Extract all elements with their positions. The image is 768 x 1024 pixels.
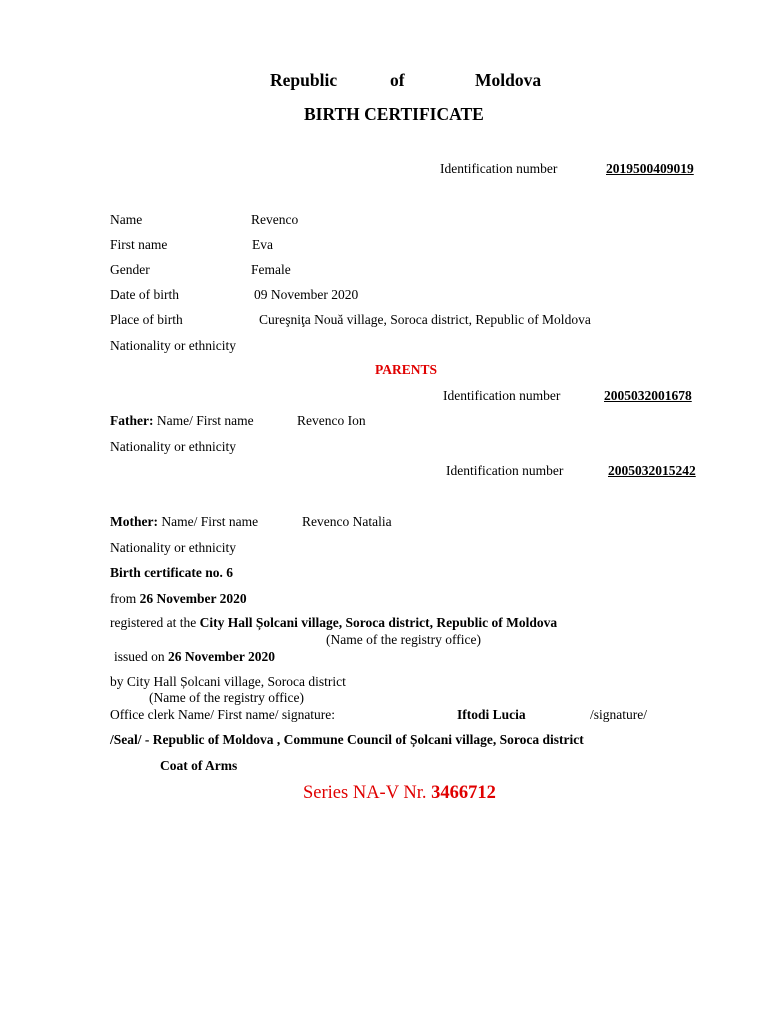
parents-heading: PARENTS xyxy=(375,362,438,377)
registered-line xyxy=(110,615,557,631)
first-name-label: First name xyxy=(110,237,168,252)
country-word-moldova: Moldova xyxy=(475,70,542,90)
pob-label: Place of birth xyxy=(110,312,183,327)
mother-nationality-label: Nationality or ethnicity xyxy=(110,540,236,555)
seal-text: /Seal/ - Republic of Moldova , Commune Council of Șolcani village, Soroca district xyxy=(110,732,584,747)
country-word-of: of xyxy=(390,70,405,90)
mother-row xyxy=(110,514,258,530)
registered-prefix: registered at the xyxy=(110,615,197,630)
coat-of-arms: Coat of Arms xyxy=(160,758,238,773)
registered-office-caption: (Name of the registry office) xyxy=(326,632,481,647)
father-id-label: Identification number xyxy=(443,388,561,403)
series-prefix: Series NA-V Nr. xyxy=(303,783,427,803)
mother-label: Mother: xyxy=(110,514,158,529)
father-row xyxy=(110,413,254,429)
issued-line xyxy=(114,649,275,665)
from-prefix: from xyxy=(110,591,137,606)
pob-value: Cureşniţa Nouă village, Soroca district, Republic of Moldova xyxy=(259,312,591,327)
name-label: Name xyxy=(110,212,143,227)
gender-label: Gender xyxy=(110,262,150,277)
series-line xyxy=(303,783,496,804)
name-value: Revenco xyxy=(251,212,299,227)
country-word-republic: Republic xyxy=(270,70,338,90)
father-name-label: Name/ First name xyxy=(156,413,254,428)
child-nationality-label: Nationality or ethnicity xyxy=(110,338,236,353)
mother-name-value: Revenco Natalia xyxy=(302,514,392,529)
father-nationality-label: Nationality or ethnicity xyxy=(110,439,236,454)
birth-certificate-number: Birth certificate no. 6 xyxy=(110,565,233,580)
child-id-label: Identification number xyxy=(440,161,558,176)
father-name-value: Revenco Ion xyxy=(297,413,366,428)
mother-name-label: Name/ First name xyxy=(161,514,259,529)
clerk-name: Iftodi Lucia xyxy=(457,707,526,722)
dob-label: Date of birth xyxy=(110,287,179,302)
first-name-value: Eva xyxy=(252,237,273,252)
registered-office: City Hall Șolcani village, Soroca district, Republic of Moldova xyxy=(199,615,558,630)
issued-by: by City Hall Șolcani village, Soroca district xyxy=(110,674,346,689)
mother-id-value: 2005032015242 xyxy=(608,463,696,478)
dob-value: 09 November 2020 xyxy=(254,287,359,302)
mother-id-label: Identification number xyxy=(446,463,564,478)
from-date: 26 November 2020 xyxy=(139,591,247,606)
child-id-value: 2019500409019 xyxy=(606,161,694,176)
clerk-signature: /signature/ xyxy=(590,707,647,722)
series-number: 3466712 xyxy=(431,783,496,803)
clerk-label: Office clerk Name/ First name/ signature: xyxy=(110,707,336,722)
from-date-line xyxy=(110,591,247,607)
document-title: BIRTH CERTIFICATE xyxy=(304,104,484,124)
father-id-value: 2005032001678 xyxy=(604,388,692,403)
issued-prefix: issued on xyxy=(114,649,165,664)
issued-date: 26 November 2020 xyxy=(168,649,275,664)
gender-value: Female xyxy=(251,262,291,277)
issued-by-caption: (Name of the registry office) xyxy=(149,690,304,705)
father-label: Father: xyxy=(110,413,154,428)
